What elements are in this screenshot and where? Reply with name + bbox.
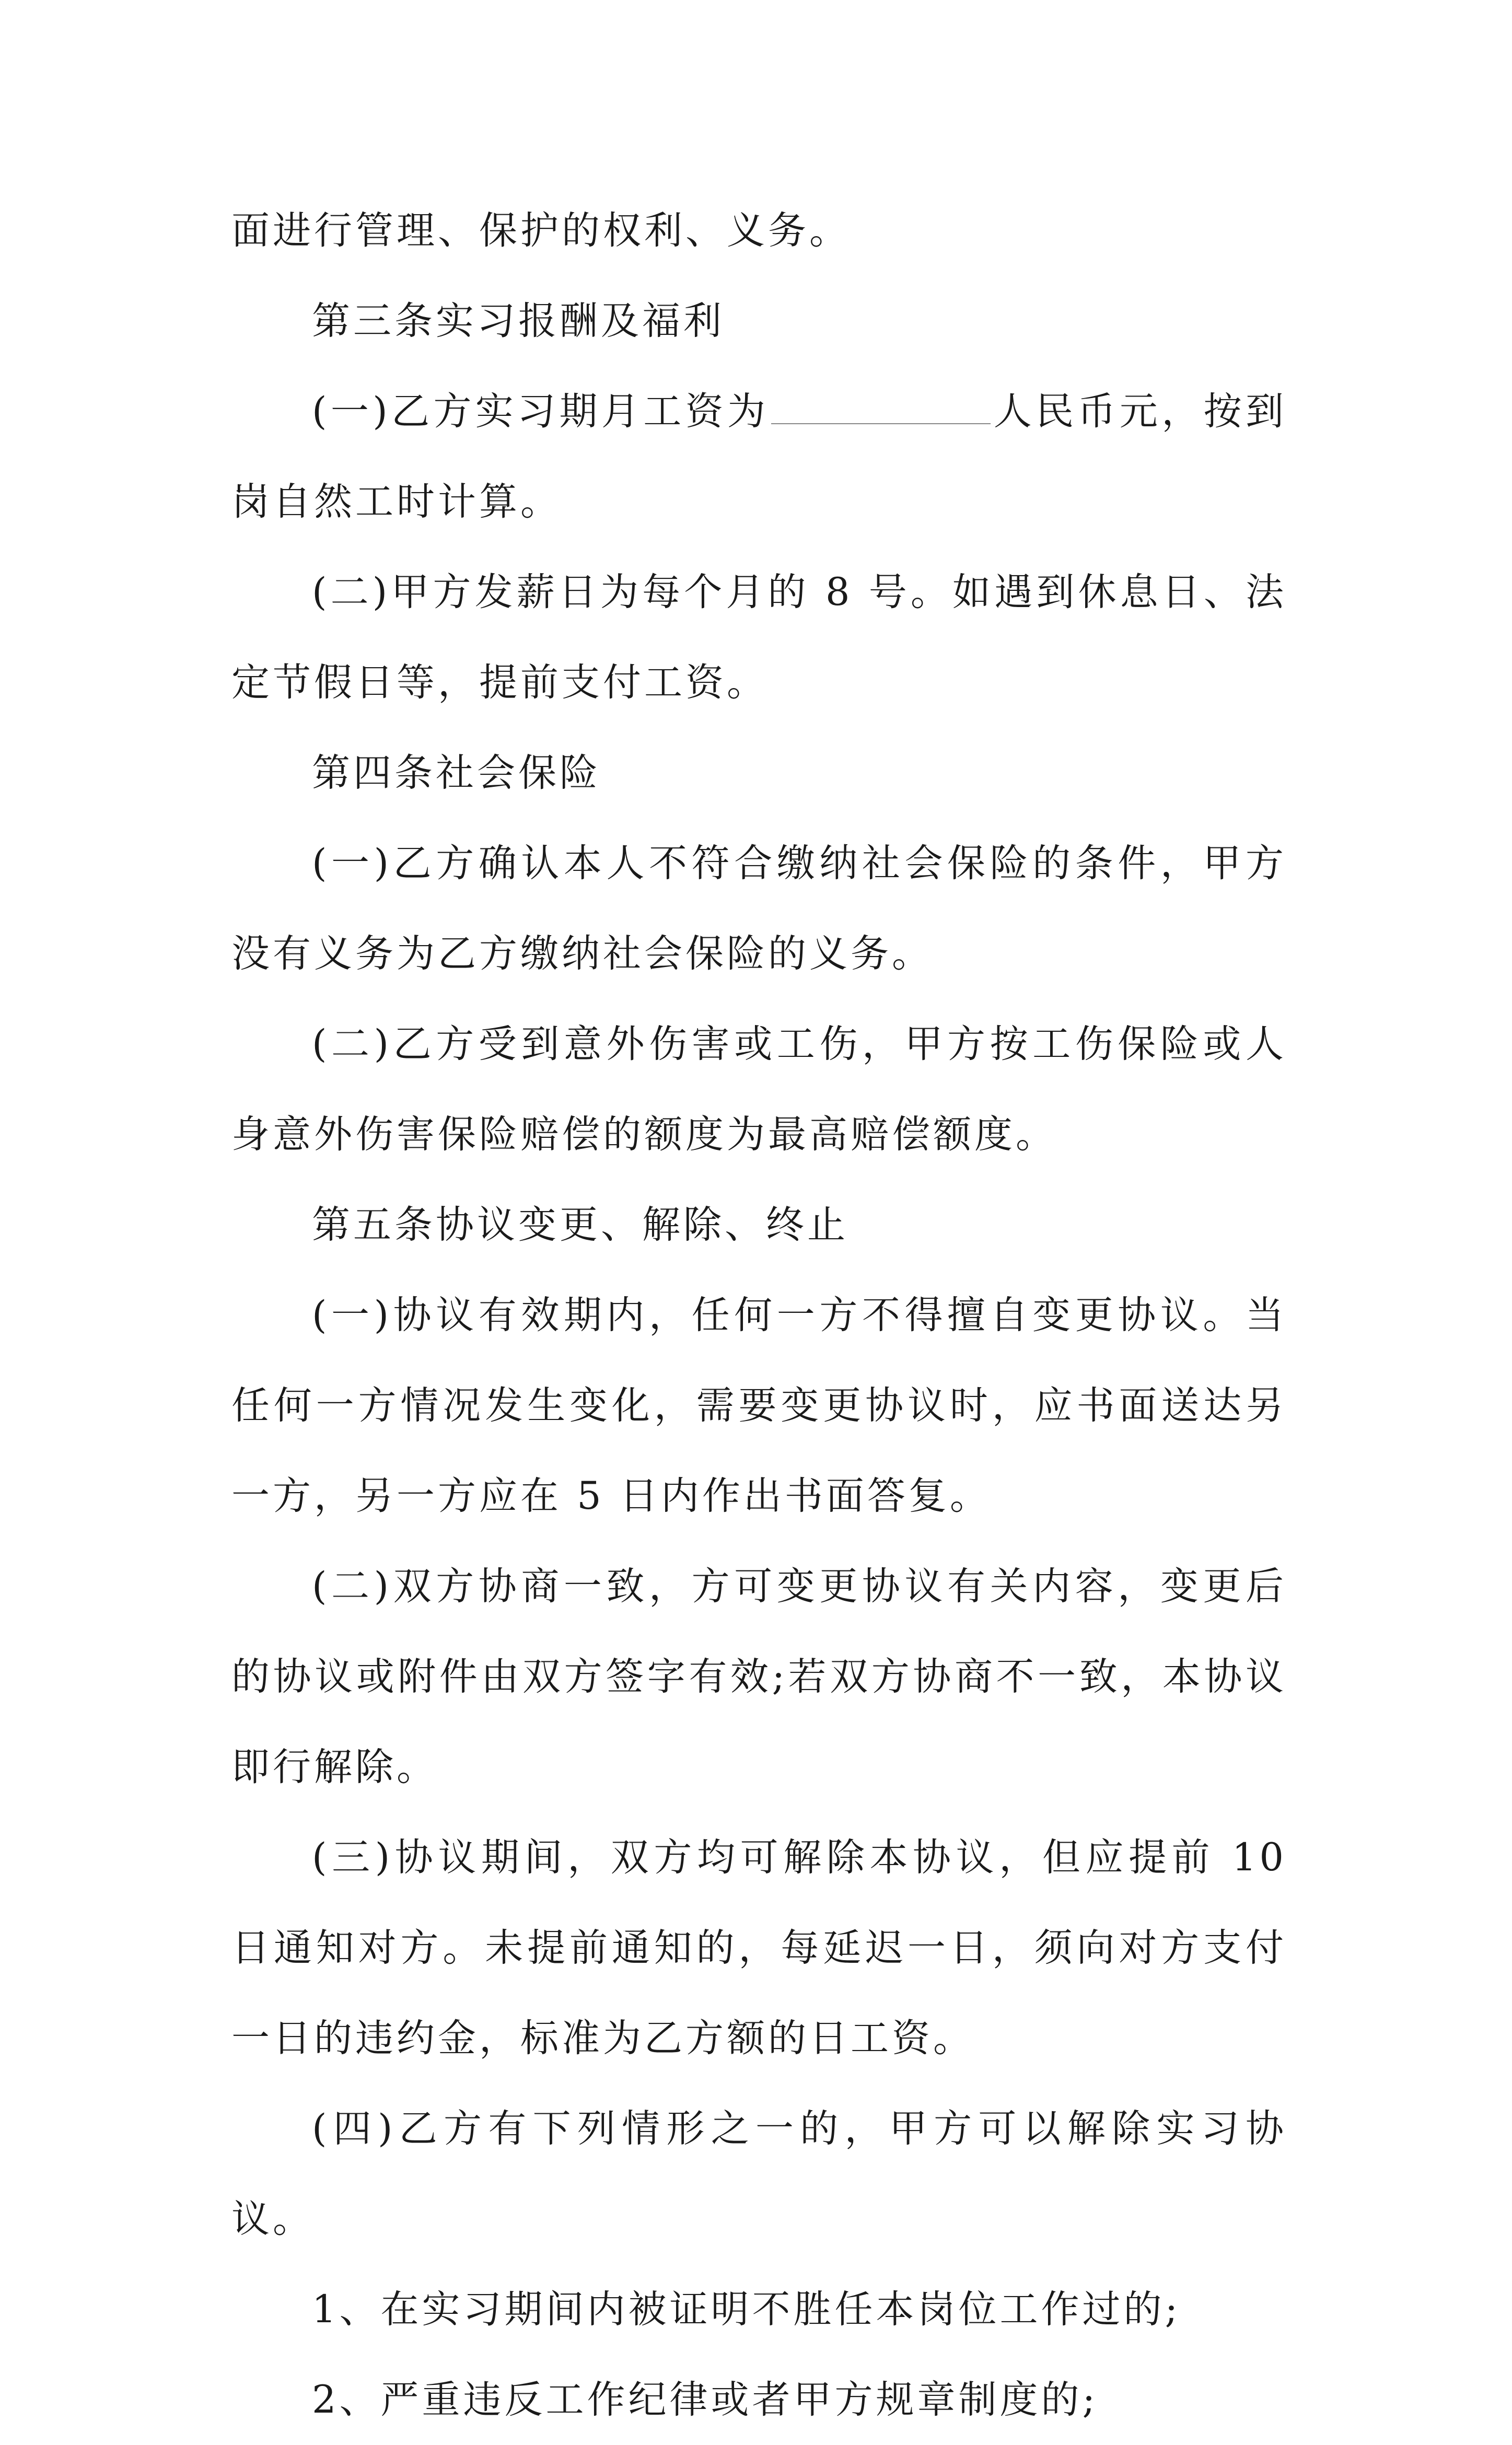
paragraph: (二)双方协商一致，方可变更协议有关内容，变更后的协议或附件由双方签字有效;若双方协商不一致，本协议即行解除。 (231, 1564, 1287, 1789)
list-item: 1、在实习期间内被证明不胜任本岗位工作过的; (312, 2287, 1181, 2332)
paragraph: (三)协议期间，双方均可解除本协议，但应提前 10 日通知对方。未提前通知的，每延迟一日，须向对方支付一日的违约金，标准为乙方额的日工资。 (231, 1835, 1287, 2060)
paragraph: 面进行管理、保护的权利、义务。 (231, 208, 851, 253)
paragraph-text: 人民币元，按到岗自然工时计算。 (231, 389, 1287, 524)
paragraph (231, 366, 1287, 547)
document-body (231, 185, 1287, 2445)
paragraph: (二)乙方受到意外伤害或工伤，甲方按工伤保险或人身意外伤害保险赔偿的额度为最高赔偿额度。 (231, 1022, 1287, 1157)
section-heading: 第三条实习报酬及福利 (312, 299, 725, 343)
paragraph: (一)协议有效期内，任何一方不得擅自变更协议。当任何一方情况发生变化，需要变更协议时，应书面送达另一方，另一方应在 5 日内作出书面答复。 (231, 1293, 1287, 1518)
paragraph: (四)乙方有下列情形之一的，甲方可以解除实习协议。 (231, 2106, 1287, 2241)
paragraph: (二)甲方发薪日为每个月的 8 号。如遇到休息日、法定节假日等，提前支付工资。 (231, 570, 1287, 705)
paragraph-text: (一)乙方实习期月工资为 (312, 389, 770, 434)
list-item: 2、严重违反工作纪律或者甲方规章制度的; (312, 2378, 1099, 2422)
section-heading: 第四条社会保险 (312, 751, 601, 795)
paragraph: (一)乙方确认本人不符合缴纳社会保险的条件，甲方没有义务为乙方缴纳社会保险的义务。 (231, 841, 1287, 976)
section-heading: 第五条协议变更、解除、终止 (312, 1203, 848, 1247)
fill-in-blank (771, 392, 991, 424)
